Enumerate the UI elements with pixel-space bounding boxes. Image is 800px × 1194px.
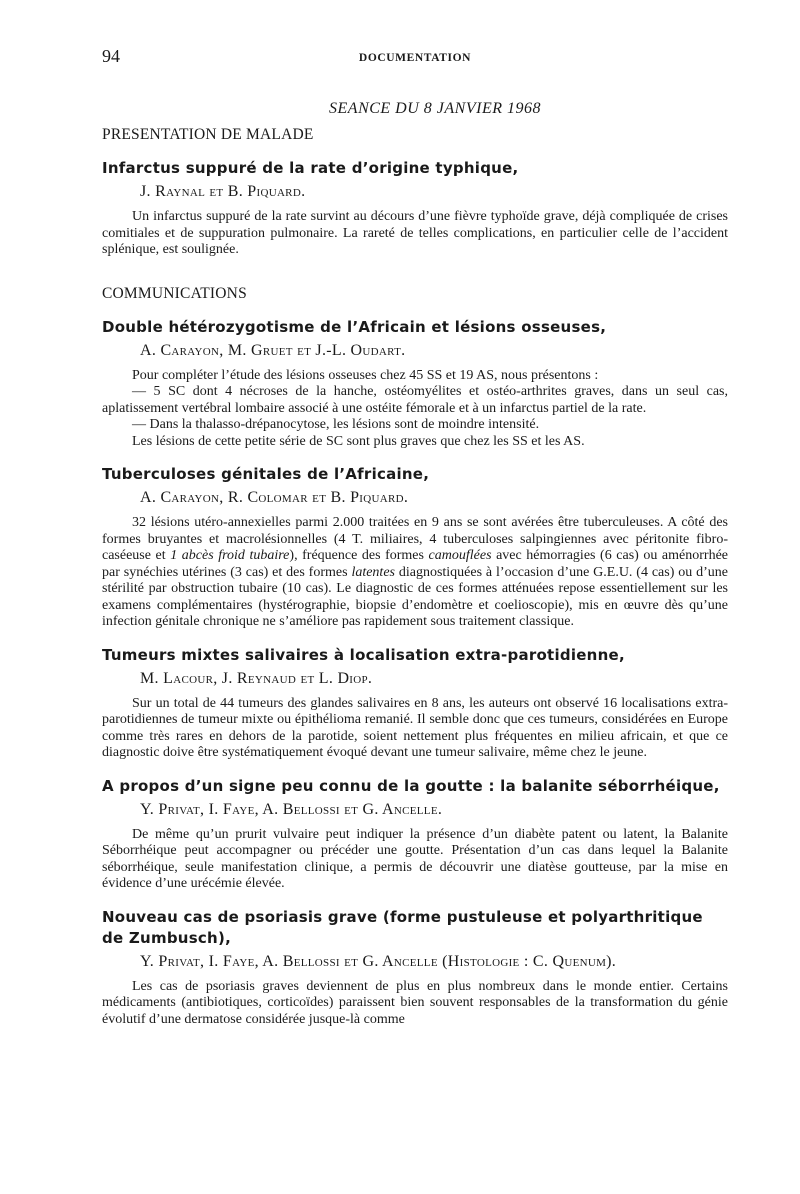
body-italic: camouflées [428,548,492,563]
article-title: Infarctus suppuré de la rate d’origine typhique, [102,159,519,177]
article-title: Tuberculoses génitales de l’Africaine, [102,465,430,483]
section-presentation: PRESENTATION DE MALADE [102,126,314,143]
article-title: Double hétérozygotisme de l’Africain et lésions osseuses, [102,317,607,336]
article-body [102,515,728,631]
article [102,645,728,762]
article [102,464,728,631]
article-body: Pour compléter l’étude des lésions osseuses chez 45 SS et 19 AS, nous présentons : [132,367,599,383]
document-page [102,40,728,1028]
article-body-item: — Dans la thalasso-drépanocytose, les lésions sont de moindre intensité. [132,417,540,432]
article-authors: A. Carayon, R. Colomar et B. Piquard. [140,489,409,506]
article-title: Tumeurs mixtes salivaires à localisation extra-parotidienne, [102,645,625,664]
article-authors: Y. Privat, I. Faye, A. Bellossi et G. Ancelle. [140,800,443,818]
article-body: Les cas de psoriasis graves deviennent de plus en plus nombreux dans le monde entier. Certains médicaments (antibiotiques, corticoïdes) paraissent bien souvent responsables de la transformation du génie évolutif d’une dermatose considérée jusque-là comme [102,978,728,1027]
running-title: DOCUMENTATION [358,52,472,64]
body-italic: 1 abcès froid tubaire [170,548,290,563]
running-header [102,40,728,80]
article [102,907,728,1029]
body-text: avec hémorragies (6 cas) ou aménorrhée par synéchies utérines (3 cas) et des formes [102,548,729,580]
page-number: 94 [102,46,120,66]
article-authors: Y. Privat, I. Faye, A. Bellossi et G. Ancelle (Histologie : C. Quenum). [140,952,617,970]
article [102,158,728,259]
session-heading: SEANCE DU 8 JANVIER 1968 [329,100,541,117]
article-title: Nouveau cas de psoriasis grave (forme pustuleuse et polyarthritique de Zumbusch), [102,907,703,947]
article-body: De même qu’un prurit vulvaire peut indiquer la présence d’un diabète patent ou latent, la Balanite Séborrhéique peut accompagner ou précéder une goutte. Présentation d’un cas dans lequel la Balanite séborrhéique, seule manifestation clinique, a permis de découvrir une diatèse goutteuse, par la mise en évidence d’une urécémie élevée. [102,826,728,891]
body-text: diagnostiquées à l’occasion d’une G.E.U. (4 cas) ou d’une stérilité par obstruction tubaire (10 cas). Le diagnostic de ces formes atténuées repose essentiellement sur les examens complémentaires (hystérographie, biopsie d’endomètre et coelioscopie), mis en œuvre dès qu’une infection génitale chronique ne s’améliore pas rapidement sous traitement classique. [102,564,728,629]
body-italic: latentes [351,564,395,580]
body-text: 32 lésions utéro-annexielles parmi 2.000 traitées en 9 ans se sont avérées être tuberculeuses. A côté des formes bruyantes et macrolésionnelles (4 T. miliaires, 4 tuberculoses salpingiennes avec péritonite fibro-caséeuse et [102,515,728,563]
section-communications: COMMUNICATIONS [102,284,247,302]
article-body: Sur un total de 44 tumeurs des glandes salivaires en 8 ans, les auteurs ont observé 16 localisations extra-parotidiennes de tumeur mixte ou épithélioma remanié. Il semble donc que ces tumeurs, considérées en Europe comme très rares en dehors de la parotide, soient nettement plus fréquentes en milieu africain, et que ce diagnostic doive être systématiquement évoqué devant une tumeur salivaire, même chez le jeune. [102,695,728,760]
article [102,776,728,893]
article-title: A propos d’un signe peu connu de la goutte : la balanite séborrhéique, [102,776,720,795]
article-authors: J. Raynal et B. Piquard. [140,183,306,200]
article-body: Un infarctus suppuré de la rate survint au décours d’une fièvre typhoïde grave, déjà compliquée de crises comitiales et de suppuration pulmonaire. La rareté de telles complications, en particulier celle de l’accident splénique, est soulignée. [102,209,728,257]
article [102,317,728,451]
article-body: Les lésions de cette petite série de SC sont plus graves que chez les SS et les AS. [132,433,585,449]
article-authors: A. Carayon, M. Gruet et J.-L. Oudart. [140,341,406,359]
article-body-item: — 5 SC dont 4 nécroses de la hanche, ostéomyélites et ostéo-arthrites graves, dans un seul cas, aplatissement vertébral lombaire associé à une ostéite fémorale et à un infarctus partiel de la rate. [102,384,728,416]
article-authors: M. Lacour, J. Reynaud et L. Diop. [140,669,373,687]
body-text: ), fréquence des formes [289,548,429,563]
